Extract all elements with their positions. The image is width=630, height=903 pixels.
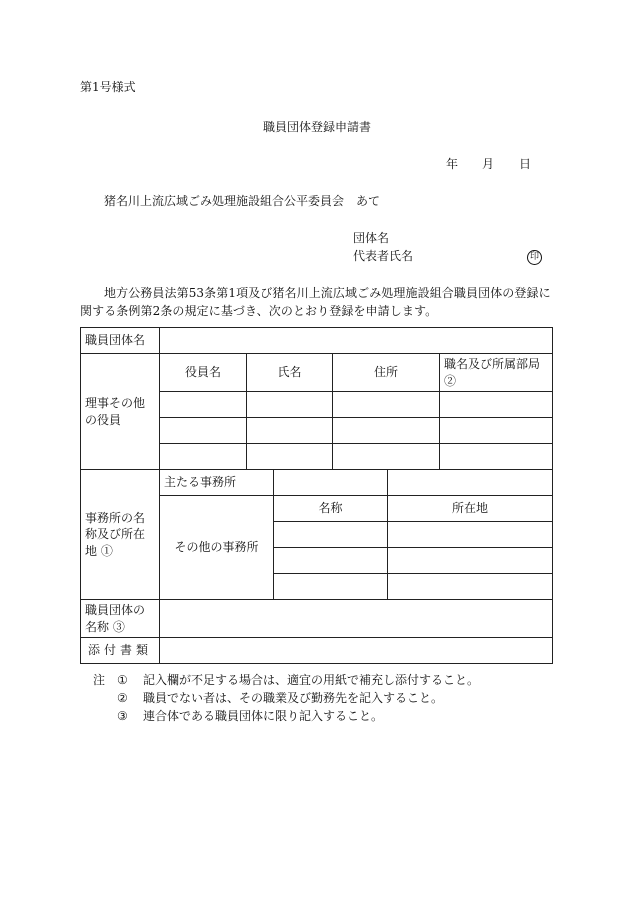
registration-table (80, 327, 553, 664)
officer-cell[interactable] (247, 418, 333, 444)
office-cell[interactable] (388, 522, 553, 548)
officer-cell[interactable] (247, 444, 333, 470)
attachments-label: 添付書類 (81, 638, 160, 664)
officer-cell[interactable] (247, 392, 333, 418)
main-office-address-input[interactable] (388, 470, 553, 496)
office-cell[interactable] (274, 522, 388, 548)
header-officer-title: 役員名 (160, 354, 247, 392)
officer-cell[interactable] (440, 392, 553, 418)
office-cell[interactable] (388, 574, 553, 600)
officer-cell[interactable] (333, 392, 440, 418)
note-text: 連合体である職員団体に限り記入すること。 (143, 709, 384, 723)
note-item (93, 689, 479, 707)
date-month-label: 月 (482, 157, 495, 171)
union-name-input[interactable] (160, 600, 553, 638)
officer-cell[interactable] (160, 418, 247, 444)
representative-label: 代表者氏名 (353, 249, 414, 263)
org-name-input[interactable] (160, 328, 553, 354)
office-cell[interactable] (274, 574, 388, 600)
date-year-label: 年 (446, 157, 459, 171)
org-name-row-label: 職員団体名 (81, 328, 160, 354)
header-position-department: 職名及び所属部局 ② (440, 354, 553, 392)
other-office-label: その他の事務所 (160, 496, 274, 600)
notes-prefix: 注 (93, 673, 106, 687)
seal-mark: 印 (527, 250, 542, 265)
header-address: 住所 (333, 354, 440, 392)
officer-cell[interactable] (440, 418, 553, 444)
page-title: 職員団体登録申請書 (263, 120, 372, 134)
form-number: 第1号様式 (80, 80, 136, 94)
office-cell[interactable] (388, 548, 553, 574)
main-office-label: 主たる事務所 (160, 470, 274, 496)
note-number: ③ (117, 709, 128, 723)
note-number: ① (117, 673, 128, 687)
addressee: 猪名川上流広域ごみ処理施設組合公平委員会 あて (104, 194, 381, 208)
officer-cell[interactable] (160, 444, 247, 470)
header-office-name: 名称 (274, 496, 388, 522)
header-name: 氏名 (247, 354, 333, 392)
note-number: ② (117, 691, 128, 705)
attachments-input[interactable] (160, 638, 553, 664)
offices-label: 事務所の名称及び所在地 ① (81, 470, 160, 600)
note-item (93, 707, 479, 725)
notes (93, 671, 479, 725)
note-text: 記入欄が不足する場合は、適宜の用紙で補充し添付すること。 (143, 673, 480, 687)
office-cell[interactable] (274, 548, 388, 574)
officer-cell[interactable] (333, 418, 440, 444)
officer-cell[interactable] (333, 444, 440, 470)
application-statement: 地方公務員法第53条第1項及び猪名川上流広域ごみ処理施設組合職員団体の登録に関する条例第2条の規定に基づき、次のとおり登録を申請します。 (80, 286, 551, 318)
officer-cell[interactable] (440, 444, 553, 470)
date-day-label: 日 (519, 157, 532, 171)
main-office-name-input[interactable] (274, 470, 388, 496)
note-text: 職員でない者は、その職業及び勤務先を記入すること。 (143, 691, 444, 705)
officer-cell[interactable] (160, 392, 247, 418)
officers-label: 理事その他の役員 (81, 354, 160, 470)
union-name-label: 職員団体の名称 ③ (81, 600, 160, 638)
note-item (93, 671, 479, 689)
header-office-location: 所在地 (388, 496, 553, 522)
org-name-label: 団体名 (353, 231, 390, 245)
